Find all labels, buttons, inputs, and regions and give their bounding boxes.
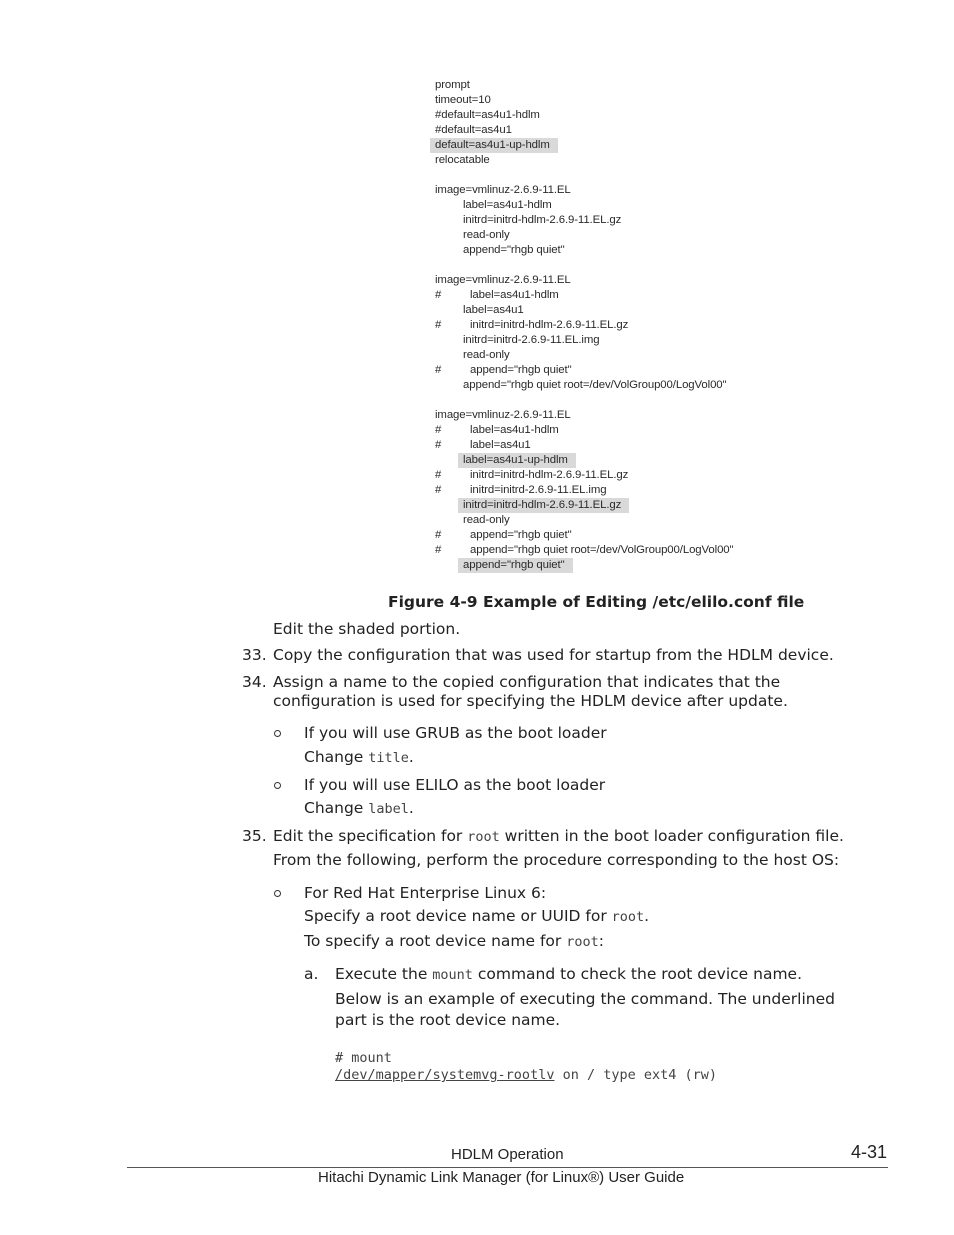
code-line-output: /dev/mapper/systemvg-rootlv on / type ext4 (rw) bbox=[335, 1067, 718, 1083]
step-35-number: 35. bbox=[242, 827, 267, 845]
grub-change: Change title. bbox=[304, 748, 414, 766]
step-33-text: Copy the configuration that was used for startup from the HDLM device. bbox=[273, 646, 834, 664]
step-33-number: 33. bbox=[242, 646, 267, 664]
footer-divider bbox=[127, 1167, 888, 1168]
config-line: label=as4u1-hdlm bbox=[470, 289, 559, 301]
config-line: read-only bbox=[463, 514, 510, 526]
config-line: append="rhgb quiet" bbox=[470, 364, 572, 376]
config-comment-hash: # bbox=[435, 424, 442, 436]
step-35-line1: Edit the specification for root written in the boot loader configuration file. bbox=[273, 827, 844, 845]
config-line: append="rhgb quiet root=/dev/VolGroup00/LogVol00" bbox=[463, 379, 727, 391]
config-line: label=as4u1-hdlm bbox=[470, 424, 559, 436]
config-line: image=vmlinuz-2.6.9-11.EL bbox=[435, 409, 571, 421]
config-line: #default=as4u1-hdlm bbox=[435, 109, 540, 121]
config-line: initrd=initrd-hdlm-2.6.9-11.EL.gz bbox=[470, 469, 629, 481]
elilo-title: If you will use ELILO as the boot loader bbox=[304, 776, 606, 794]
page-number: 4-31 bbox=[851, 1142, 888, 1162]
config-line: label=as4u1 bbox=[470, 439, 531, 451]
elilo-change: Change label. bbox=[304, 799, 414, 817]
config-comment-hash: # bbox=[435, 469, 442, 481]
footer-book-title: Hitachi Dynamic Link Manager (for Linux®) User Guide bbox=[318, 1169, 685, 1186]
footer-section: HDLM Operation bbox=[451, 1146, 564, 1163]
config-line: append="rhgb quiet root=/dev/VolGroup00/LogVol00" bbox=[470, 544, 734, 556]
figure-caption: Figure 4-9 Example of Editing /etc/elilo.conf file bbox=[388, 593, 805, 611]
config-line: prompt bbox=[435, 79, 470, 91]
bullet-icon bbox=[274, 782, 281, 789]
config-line: initrd=initrd-hdlm-2.6.9-11.EL.gz bbox=[463, 214, 622, 226]
config-line: timeout=10 bbox=[435, 94, 491, 106]
config-comment-hash: # bbox=[435, 319, 442, 331]
step-35-line2: From the following, perform the procedure corresponding to the host OS: bbox=[273, 851, 840, 869]
config-line-shaded: default=as4u1-up-hdlm bbox=[430, 138, 558, 153]
config-line: image=vmlinuz-2.6.9-11.EL bbox=[435, 274, 571, 286]
config-line: read-only bbox=[463, 349, 510, 361]
code-line-mount: # mount bbox=[335, 1050, 392, 1066]
root-device-name: /dev/mapper/systemvg-rootlv bbox=[335, 1067, 555, 1083]
bullet-icon bbox=[274, 890, 281, 897]
substep-a-label: a. bbox=[304, 965, 319, 983]
rhel6-line1: Specify a root device name or UUID for root. bbox=[304, 907, 650, 925]
config-line: label=as4u1-hdlm bbox=[463, 199, 552, 211]
config-line: initrd=initrd-hdlm-2.6.9-11.EL.gz bbox=[470, 319, 629, 331]
substep-a-line3: part is the root device name. bbox=[335, 1011, 561, 1029]
config-line: read-only bbox=[463, 229, 510, 241]
config-comment-hash: # bbox=[435, 544, 442, 556]
edit-note: Edit the shaded portion. bbox=[273, 620, 461, 638]
step-34-line2: configuration is used for specifying the HDLM device after update. bbox=[273, 692, 788, 710]
config-line: append="rhgb quiet" bbox=[463, 244, 565, 256]
step-34-number: 34. bbox=[242, 673, 267, 691]
rhel6-line2: To specify a root device name for root: bbox=[304, 932, 604, 950]
config-comment-hash: # bbox=[435, 289, 442, 301]
substep-a-line2: Below is an example of executing the command. The underlined bbox=[335, 990, 835, 1008]
substep-a-line1: Execute the mount command to check the root device name. bbox=[335, 965, 803, 983]
config-line-shaded: label=as4u1-up-hdlm bbox=[458, 453, 576, 468]
config-line-shaded: initrd=initrd-hdlm-2.6.9-11.EL.gz bbox=[458, 498, 629, 513]
config-line: append="rhgb quiet" bbox=[470, 529, 572, 541]
config-comment-hash: # bbox=[435, 484, 442, 496]
step-34-line1: Assign a name to the copied configuration that indicates that the bbox=[273, 673, 781, 691]
config-line: label=as4u1 bbox=[463, 304, 524, 316]
config-comment-hash: # bbox=[435, 364, 442, 376]
grub-title: If you will use GRUB as the boot loader bbox=[304, 724, 607, 742]
config-line: #default=as4u1 bbox=[435, 124, 512, 136]
config-line: image=vmlinuz-2.6.9-11.EL bbox=[435, 184, 571, 196]
bullet-icon bbox=[274, 730, 281, 737]
rhel6-title: For Red Hat Enterprise Linux 6: bbox=[304, 884, 547, 902]
config-line: initrd=initrd-2.6.9-11.EL.img bbox=[463, 334, 600, 346]
config-comment-hash: # bbox=[435, 529, 442, 541]
config-line-shaded: append="rhgb quiet" bbox=[458, 558, 573, 573]
config-line: initrd=initrd-2.6.9-11.EL.img bbox=[470, 484, 607, 496]
config-line: relocatable bbox=[435, 154, 490, 166]
config-figure bbox=[428, 78, 788, 578]
config-comment-hash: # bbox=[435, 439, 442, 451]
